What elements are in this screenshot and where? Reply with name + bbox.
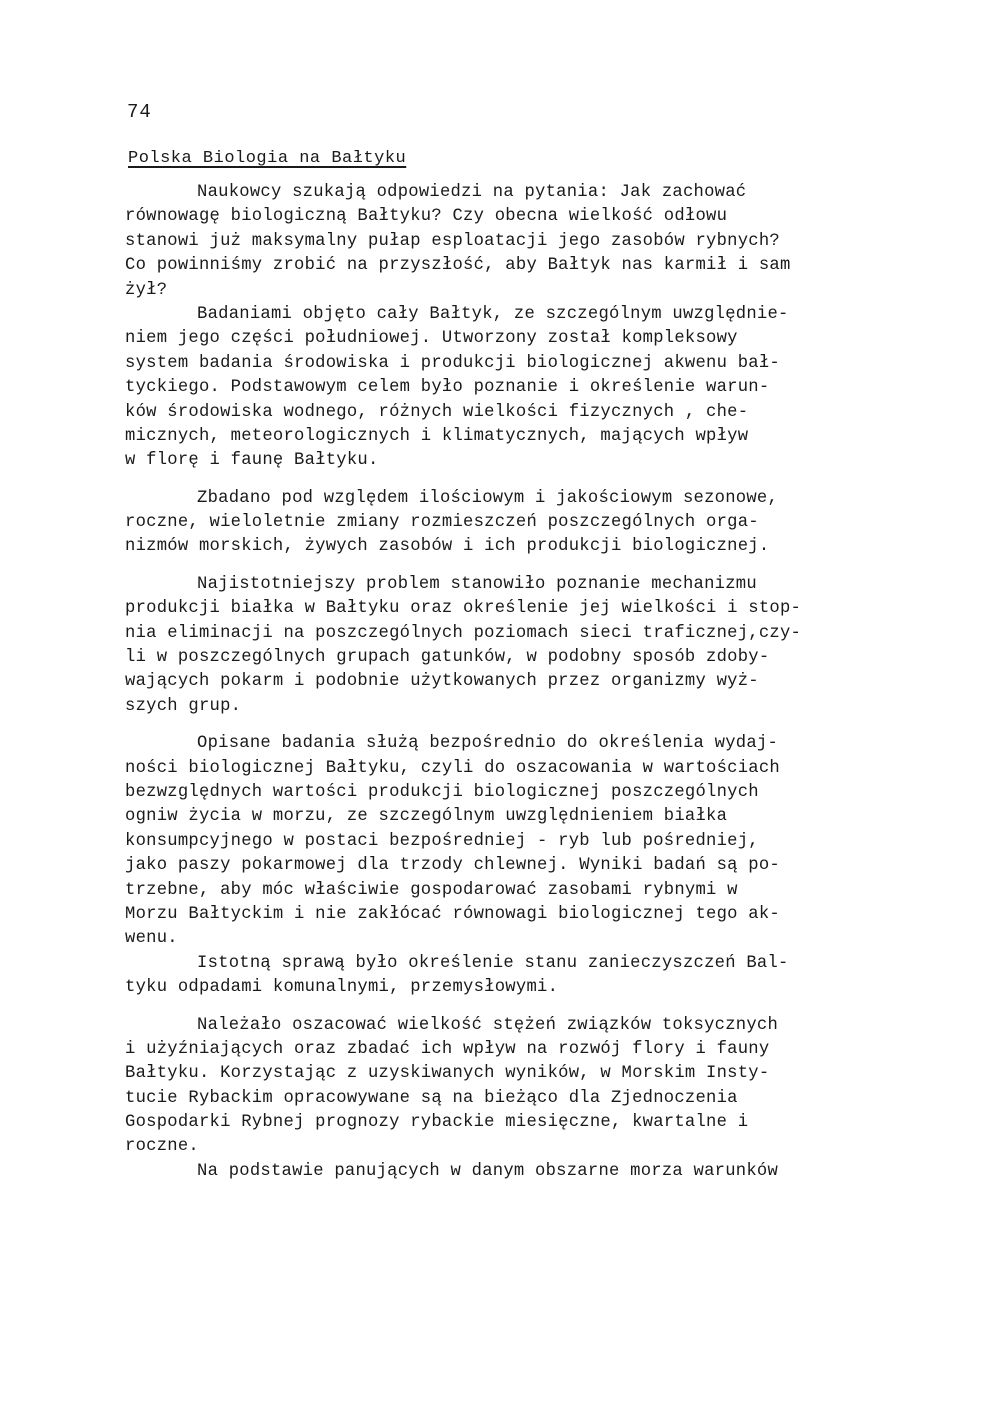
- text-line: produkcji białka w Bałtyku oraz określenie jej wielkości i stop-: [125, 599, 802, 619]
- text-line: niem jego części południowej. Utworzony został kompleksowy: [125, 329, 738, 349]
- text-line: Naukowcy szukają odpowiedzi na pytania: Jak zachować: [197, 183, 747, 202]
- text-line: tucie Rybackim opracowywane są na bieżąco dla Zjednoczenia: [125, 1088, 738, 1108]
- text-line: szych grup.: [125, 696, 242, 716]
- text-line: Opisane badania służą bezpośrednio do określenia wydaj-: [197, 734, 779, 754]
- text-line: Na podstawie panujących w danym obszarne morza warunków: [197, 1161, 779, 1181]
- paragraph: [125, 303, 885, 474]
- text-line: jako paszy pokarmowej dla trzody chlewnej. Wyniki badań są po-: [125, 856, 780, 876]
- text-line: w florę i faunę Bałtyku.: [125, 451, 379, 471]
- text-line: Istotną sprawą było określenie stanu zanieczyszczeń Bal-: [197, 953, 789, 973]
- text-line: Bałtyku. Korzystając z uzyskiwanych wyników, w Morskim Insty-: [125, 1064, 770, 1084]
- paragraph-gap: [125, 719, 885, 732]
- text-line: ności biologicznej Bałtyku, czyli do oszacowania w wartościach: [125, 758, 780, 778]
- text-line: konsumpcyjnego w postaci bezpośredniej - ryb lub pośredniej,: [125, 831, 759, 851]
- paragraph: [125, 181, 885, 303]
- paragraph: [125, 1014, 885, 1160]
- text-line: ków środowiska wodnego, różnych wielkości fizycznych , che-: [125, 402, 749, 422]
- paragraph: [125, 732, 885, 952]
- text-line: roczne, wieloletnie zmiany rozmieszczeń poszczególnych orga-: [125, 513, 759, 533]
- text-line: Najistotniejszy problem stanowiło poznanie mechanizmu: [197, 574, 757, 594]
- paragraph: [125, 1160, 885, 1184]
- text-line: Badaniami objęto cały Bałtyk, ze szczególnym uwzględnie-: [197, 304, 789, 324]
- text-line: trzebne, aby móc właściwie gospodarować zasobami rybnymi w: [125, 880, 738, 900]
- section-title: Polska Biologia na Bałtyku: [128, 149, 407, 168]
- text-line: żył?: [125, 280, 168, 300]
- text-line: ogniw życia w morzu, ze szczególnym uwzględnieniem białka: [125, 807, 728, 827]
- text-line: wających pokarm i podobnie użytkowanych przez organizmy wyż-: [125, 672, 759, 692]
- text-line: Morzu Bałtyckim i nie zakłócać równowagi biologicznej tego ak-: [125, 904, 780, 924]
- paragraph-gap: [125, 1001, 885, 1014]
- text-line: micznych, meteorologicznych i klimatycznych, mających wpływ: [125, 426, 749, 446]
- text-line: bezwzględnych wartości produkcji biologicznej poszczególnych: [125, 782, 759, 802]
- text-line: i użyźniających oraz zbadać ich wpływ na rozwój flory i fauny: [125, 1039, 770, 1059]
- text-line: stanowi już maksymalny pułap esploatacji jego zasobów rybnych?: [125, 231, 780, 251]
- paragraph: [125, 573, 885, 719]
- text-line: równowagę biologiczną Bałtyku? Czy obecna wielkość odłowu: [125, 207, 728, 227]
- paragraph-gap: [125, 474, 885, 487]
- paragraph: [125, 952, 885, 1001]
- text-line: Co powinniśmy zrobić na przyszłość, aby Bałtyk nas karmił i sam: [125, 256, 791, 276]
- text-line: nia eliminacji na poszczególnych poziomach sieci traficznej,czy-: [125, 623, 802, 643]
- text-line: tyckiego. Podstawowym celem było poznanie i określenie warun-: [125, 378, 770, 398]
- text-line: system badania środowiska i produkcji biologicznej akwenu bał-: [125, 353, 780, 373]
- page-number: 74: [127, 101, 152, 123]
- text-line: roczne.: [125, 1137, 199, 1157]
- text-line: li w poszczególnych grupach gatunków, w podobny sposób zdoby-: [125, 648, 770, 668]
- text-line: Gospodarki Rybnej prognozy rybackie miesięczne, kwartalne i: [125, 1113, 749, 1133]
- body-text: [125, 181, 885, 1184]
- paragraph: [125, 487, 885, 560]
- text-line: wenu.: [125, 929, 178, 949]
- text-line: tyku odpadami komunalnymi, przemysłowymi.: [125, 978, 559, 998]
- text-line: Zbadano pod względem ilościowym i jakościowym sezonowe,: [197, 488, 779, 508]
- text-line: nizmów morskich, żywych zasobów i ich produkcji biologicznej.: [125, 537, 770, 557]
- text-line: Należało oszacować wielkość stężeń związków toksycznych: [197, 1015, 779, 1035]
- paragraph-gap: [125, 560, 885, 573]
